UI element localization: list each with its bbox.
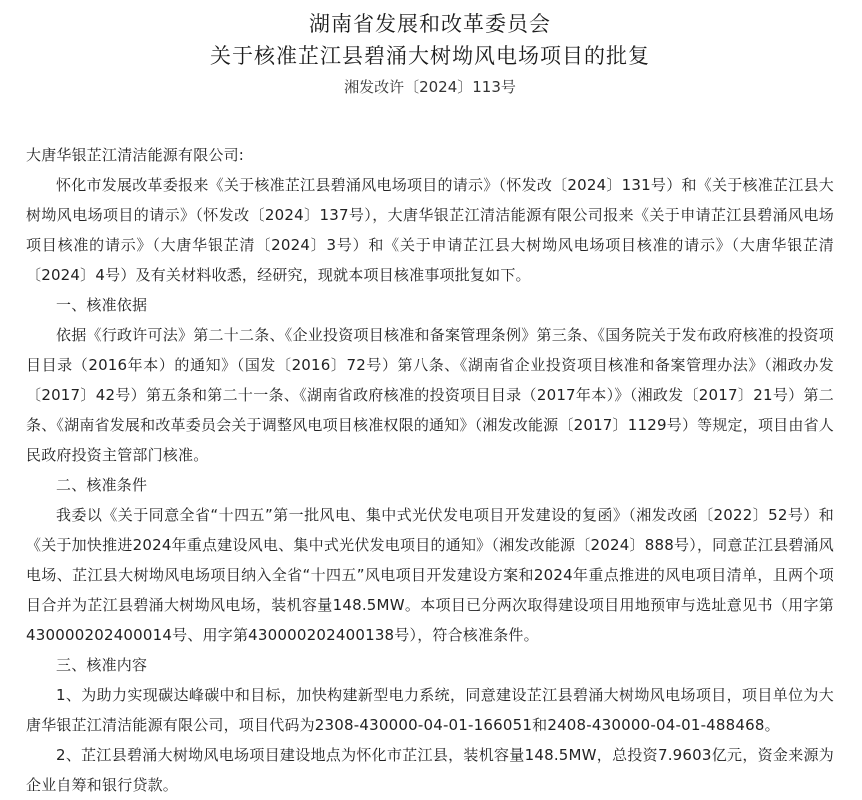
document-header <box>26 0 834 100</box>
section-heading-conditions: 二、核准条件 <box>56 476 148 494</box>
document-title: 关于核准芷江县碧涌大树坳风电场项目的批复 <box>210 44 650 68</box>
document-body <box>26 140 834 800</box>
section-heading-content: 三、核准内容 <box>56 656 148 674</box>
issuing-organization: 湖南省发展和改革委员会 <box>309 12 551 36</box>
section-heading-basis: 一、核准依据 <box>56 296 148 314</box>
salutation: 大唐华银芷江清洁能源有限公司: <box>26 146 245 164</box>
document-number: 湘发改许〔2024〕113号 <box>344 78 516 96</box>
intro-paragraph: 怀化市发展改革委报来《关于核准芷江县碧涌风电场项目的请示》（怀发改〔2024〕131号）和《关于核准芷江县大树坳风电场项目的请示》（怀发改〔2024〕137号），大唐华银芷江清洁能源有限公司报来《关于申请芷江县碧涌风电场项目核准的请示》（大唐华银芷清〔2024〕3号）和《关于申请芷江县大树坳风电场项目核准的请示》（大唐华银芷清〔2024〕4号）及有关材料收悉，经研究，现就本项目核准事项批复如下。 <box>26 176 834 284</box>
section-text-basis: 依据《行政许可法》第二十二条、《企业投资项目核准和备案管理条例》第三条、《国务院关于发布政府核准的投资项目目录（2016年本）的通知》（国发〔2016〕72号）第八条、《湖南省企业投资项目核准和备案管理办法》（湘政办发〔2017〕42号）第五条和第二十一条、《湖南省政府核准的投资项目目录（2017年本）》（湘政发〔2017〕21号）第二条、《湖南省发展和改革委员会关于调整风电项目核准权限的通知》（湘发改能源〔2017〕1129号）等规定，项目由省人民政府投资主管部门核准。 <box>26 326 834 464</box>
section-text-conditions: 我委以《关于同意全省“十四五”第一批风电、集中式光伏发电项目开发建设的复函》（湘发改函〔2022〕52号）和《关于加快推进2024年重点建设风电、集中式光伏发电项目的通知》（湘发改能源〔2024〕888号），同意芷江县碧涌风电场、芷江县大树坳风电场项目纳入全省“十四五”风电项目开发建设方案和2024年重点推进的风电项目清单，且两个项目合并为芷江县碧涌大树坳风电场，装机容量148.5MW。本项目已分两次取得建设项目用地预审与选址意见书（用字第430000202400014号、用字第430000202400138号），符合核准条件。 <box>26 506 834 644</box>
content-item-1: 1、为助力实现碳达峰碳中和目标，加快构建新型电力系统，同意建设芷江县碧涌大树坳风电场项目，项目单位为大唐华银芷江清洁能源有限公司，项目代码为2308-430000-04-01-166051和2408-430000-04-01-488468。 <box>26 686 834 734</box>
content-item-2: 2、芷江县碧涌大树坳风电场项目建设地点为怀化市芷江县，装机容量148.5MW，总投资7.9603亿元，资金来源为企业自筹和银行贷款。 <box>26 746 834 794</box>
